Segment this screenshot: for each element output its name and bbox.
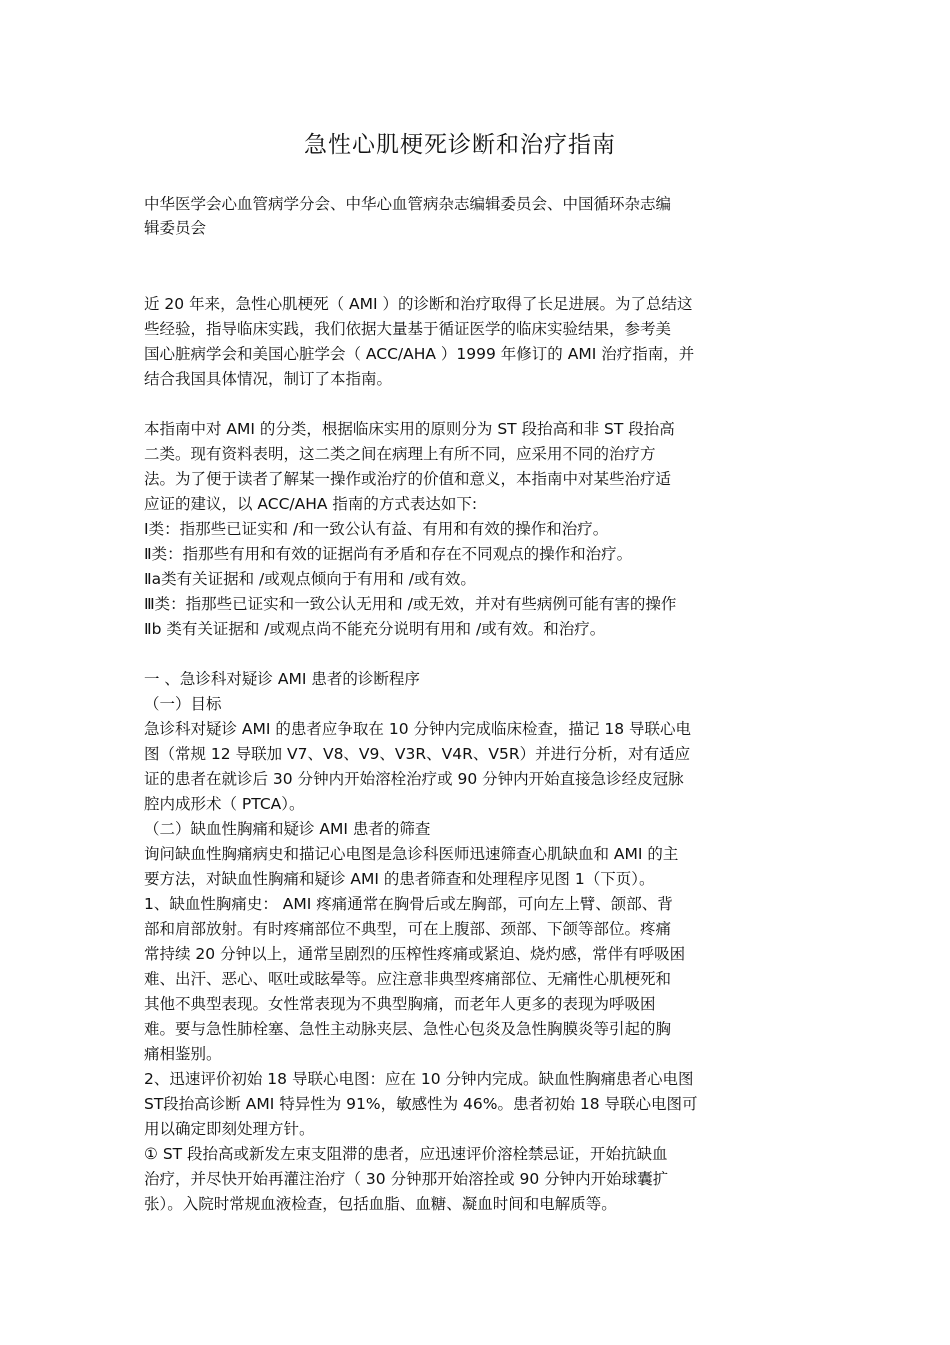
paragraph-line: 询问缺血性胸痛病史和描记心电图是急诊科医师迅速筛查心肌缺血和 AMI 的主 <box>144 845 679 863</box>
class-line: Ⅱ类：指那些有用和有效的证据尚有矛盾和存在不同观点的操作和治疗。 <box>144 545 633 563</box>
paragraph-line: 部和肩部放射。有时疼痛部位不典型，可在上腹部、颈部、下颌等部位。疼痛 <box>144 920 672 938</box>
class-line: Ⅱb 类有关证据和 /或观点尚不能充分说明有用和 /或有效。和治疗。 <box>144 620 606 638</box>
paragraph-line: 图（常规 12 导联加 V7、V8、V9、V3R、V4R、V5R）并进行分析，对有适应 <box>144 745 691 763</box>
paragraph-line: 本指南中对 AMI 的分类，根据临床实用的原则分为 ST 段抬高和非 ST 段抬高 <box>144 420 675 438</box>
class-line: Ⅰ类：指那些已证实和 /和一致公认有益、有用和有效的操作和治疗。 <box>144 520 609 538</box>
paragraph-line: 痛相鉴别。 <box>144 1045 222 1063</box>
paragraph-line: 治疗，并尽快开始再灌注治疗（ 30 分钟那开始溶拴或 90 分钟内开始球囊扩 <box>144 1170 669 1188</box>
authors-line-1: 中华医学会心血管病学分会、中华心血管病杂志编辑委员会、中国循环杂志编 <box>144 195 672 213</box>
paragraph-line: 结合我国具体情况，制订了本指南。 <box>144 370 393 388</box>
paragraph-line: 难。要与急性肺栓塞、急性主动脉夹层、急性心包炎及急性胸膜炎等引起的胸 <box>144 1020 672 1038</box>
class-line: Ⅲ类：指那些已证实和一致公认无用和 /或无效，并对有些病例可能有害的操作 <box>144 595 677 613</box>
subsection-heading: （二）缺血性胸痛和疑诊 AMI 患者的筛查 <box>144 820 431 838</box>
paragraph-line: 二类。现有资料表明，这二类之间在病理上有所不同，应采用不同的治疗方 <box>144 445 656 463</box>
paragraph-line: 要方法，对缺血性胸痛和疑诊 AMI 的患者筛查和处理程序见图 1（下页）。 <box>144 870 655 888</box>
paragraph-line: 用以确定即刻处理方针。 <box>144 1120 315 1138</box>
paragraph-line: 法。为了便于读者了解某一操作或治疗的价值和意义，本指南中对某些治疗适 <box>144 470 672 488</box>
authors-line-2: 辑委员会 <box>144 219 207 237</box>
paragraph-line: 张）。入院时常规血液检查，包括血脂、血糖、凝血时间和电解质等。 <box>144 1195 617 1213</box>
paragraph-line: 些经验，指导临床实践，我们依据大量基于循证医学的临床实验结果，参考美 <box>144 320 672 338</box>
paragraph-line: 腔内成形术（ PTCA）。 <box>144 795 305 813</box>
paragraph-line: 证的患者在就诊后 30 分钟内开始溶栓治疗或 90 分钟内开始直接急诊经皮冠脉 <box>144 770 684 788</box>
paragraph-line: 2、迅速评价初始 18 导联心电图：应在 10 分钟内完成。缺血性胸痛患者心电图 <box>144 1070 694 1088</box>
paragraph-line: 1、缺血性胸痛史： AMI 疼痛通常在胸骨后或左胸部，可向左上臂、颌部、背 <box>144 895 673 913</box>
paragraph-line: 国心脏病学会和美国心脏学会（ ACC/AHA ）1999 年修订的 AMI 治疗指南，并 <box>144 345 695 363</box>
subsection-heading: （一）目标 <box>144 695 222 713</box>
paragraph-line: 难、出汗、恶心、呕吐或眩晕等。应注意非典型疼痛部位、无痛性心肌梗死和 <box>144 970 672 988</box>
paragraph-line: 其他不典型表现。女性常表现为不典型胸痛，而老年人更多的表现为呼吸困 <box>144 995 656 1013</box>
paragraph-line: 应证的建议，以 ACC/AHA 指南的方式表达如下: <box>144 495 478 513</box>
paragraph-line: 近 20 年来，急性心肌梗死（ AMI ）的诊断和治疗取得了长足进展。为了总结这 <box>144 295 693 313</box>
paragraph-line: ① ST 段抬高或新发左束支阻滞的患者，应迅速评价溶栓禁忌证，开始抗缺血 <box>144 1145 668 1163</box>
paragraph-line: 急诊科对疑诊 AMI 的患者应争取在 10 分钟内完成临床检查，描记 18 导联心电 <box>144 720 692 738</box>
class-line: Ⅱa类有关证据和 /或观点倾向于有用和 /或有效。 <box>144 570 476 588</box>
paragraph-line: 常持续 20 分钟以上，通常呈剧烈的压榨性疼痛或紧迫、烧灼感，常伴有呼吸困 <box>144 945 686 963</box>
section-heading: 一 、急诊科对疑诊 AMI 患者的诊断程序 <box>144 670 420 688</box>
paragraph-line: ST段抬高诊断 AMI 特异性为 91%，敏感性为 46%。患者初始 18 导联心电图可 <box>144 1095 698 1113</box>
document-title: 急性心肌梗死诊断和治疗指南 <box>304 132 616 158</box>
